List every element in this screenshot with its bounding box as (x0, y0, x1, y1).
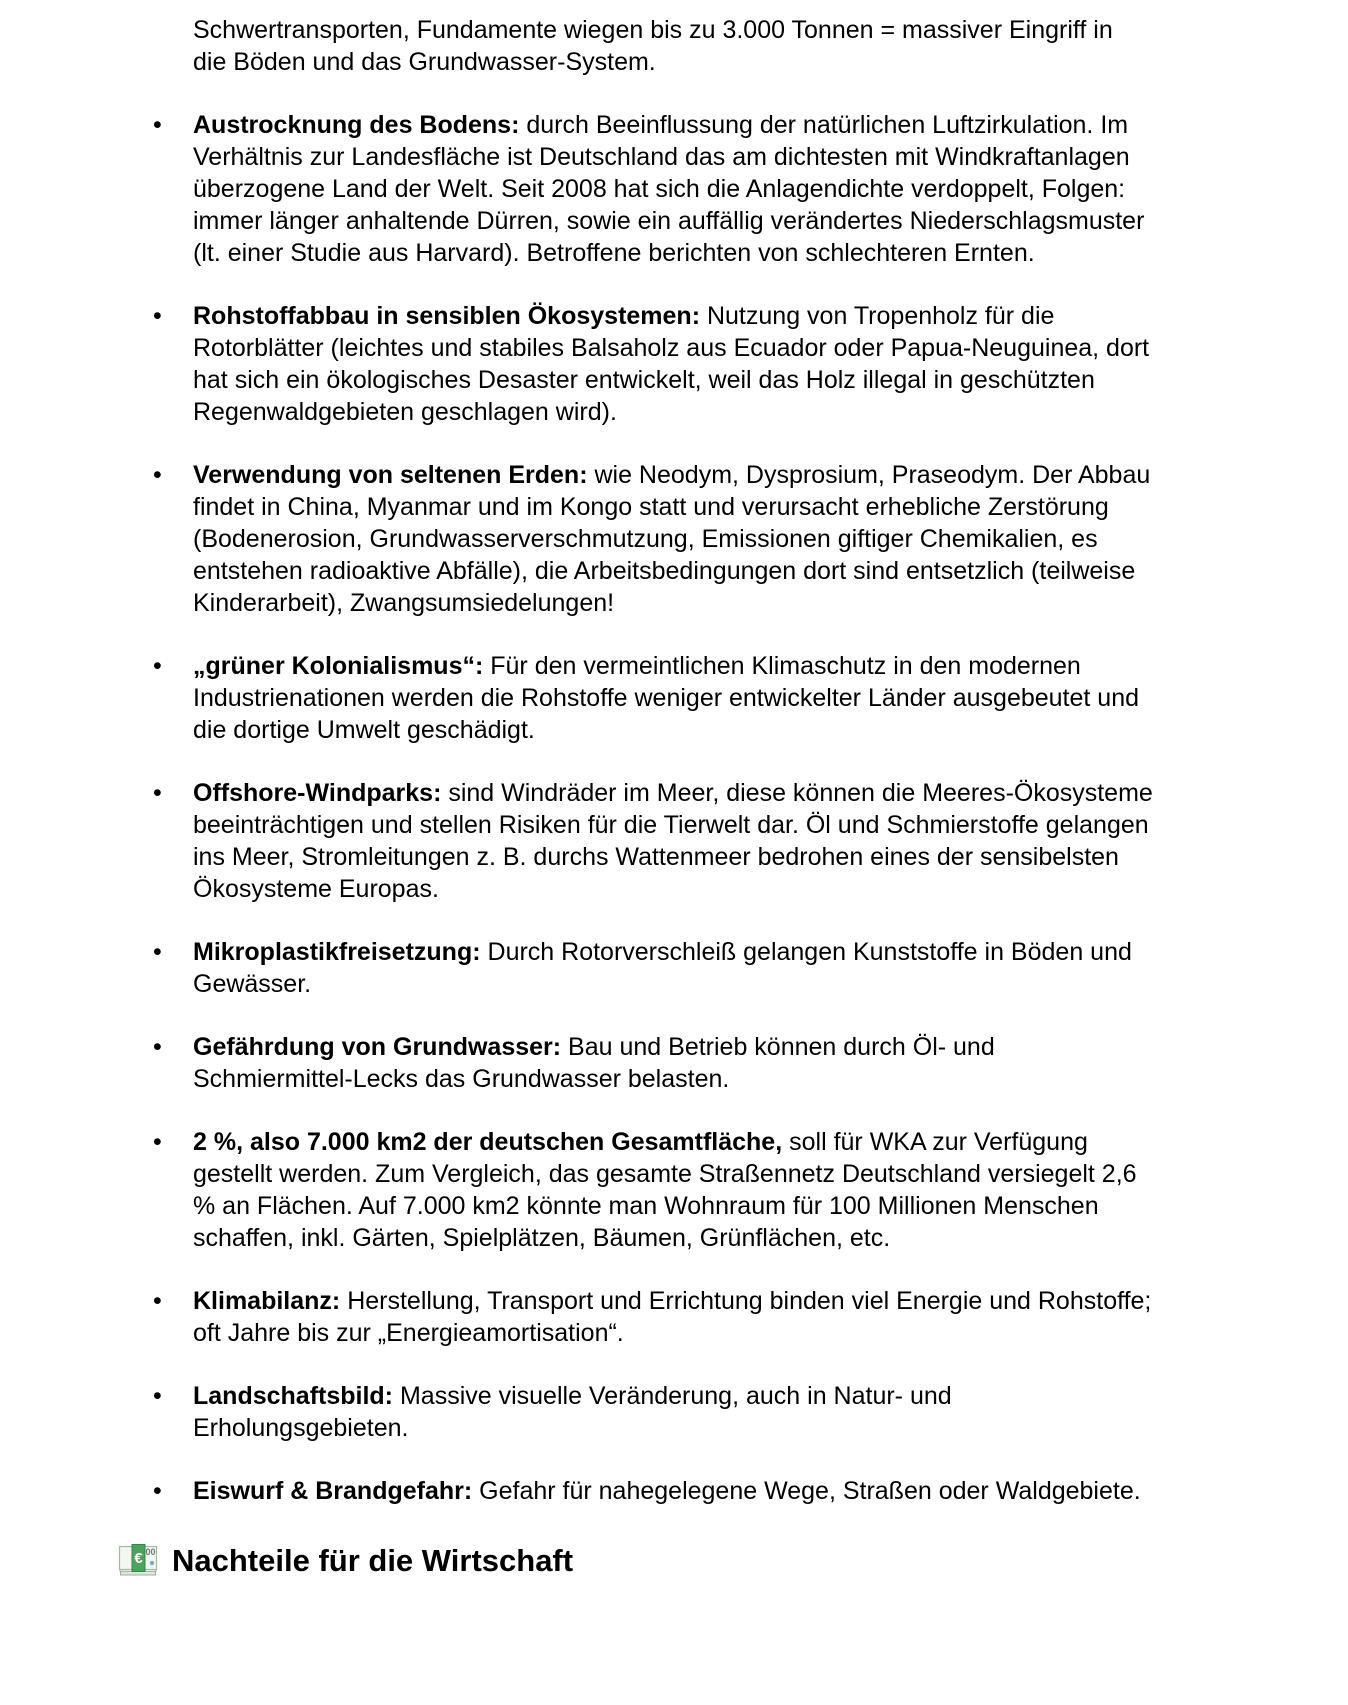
list-item (145, 300, 1153, 428)
bullet-text: soll für WKA zur Verfügung gestellt werden. Zum Vergleich, das gesamte Straßennetz Deutschland versiegelt 2,6 % an Flächen. Auf 7.000 km2 könnte man Wohnraum für 100 Millionen Menschen schaffen, inkl. Gärten, Spielplätzen, Bäumen, Grünflächen, etc. (193, 1128, 1137, 1252)
svg-text:€: € (134, 1550, 143, 1567)
list-item (145, 777, 1153, 905)
list-item (145, 1380, 1153, 1444)
section-heading-label: Nachteile für die Wirtschaft (172, 1543, 574, 1578)
paragraph-continuation: Schwertransporten, Fundamente wiegen bis zu 3.000 Tonnen = massiver Eingriff in die Böden und das Grundwasser-System. (193, 16, 1113, 76)
bullet-lead: Austrocknung des Bodens: (193, 111, 520, 139)
bullet-marker-icon: • (153, 1033, 162, 1061)
section-heading (118, 1541, 1348, 1581)
list-item (145, 1031, 1153, 1095)
bullet-text: wie Neodym, Dysprosium, Praseodym. Der Abbau findet in China, Myanmar und im Kongo statt und verursacht erhebliche Zerstörung (Bodenerosion, Grundwasserverschmutzung, Emissionen giftiger Chemikalien, es entstehen radioaktive Abfälle), die Arbeitsbedingungen dort sind entsetzlich (teilweise Kinderarbeit), Zwangsumsiedelungen! (193, 461, 1151, 617)
bullet-lead: Klimabilanz: (193, 1287, 341, 1315)
list-item (145, 109, 1153, 269)
list-item (145, 1285, 1153, 1349)
bullet-lead: Mikroplastikfreisetzung: (193, 938, 481, 966)
list-item (145, 936, 1153, 1000)
bullet-text: Nutzung von Tropenholz für die Rotorblätter (leichtes und stabiles Balsaholz aus Ecuador oder Papua-Neuguinea, dort hat sich ein ökologisches Desaster entwickelt, weil das Holz illegal in geschützten Regenwaldgebieten geschlagen wird). (193, 302, 1150, 426)
bullet-lead: Eiswurf & Brandgefahr: (193, 1477, 473, 1505)
list-item (145, 459, 1153, 619)
bullet-marker-icon: • (153, 938, 162, 966)
bullet-marker-icon: • (153, 779, 162, 807)
bullet-list (145, 109, 1153, 1507)
list-item (145, 650, 1153, 746)
bullet-lead: Verwendung von seltenen Erden: (193, 461, 588, 489)
bullet-marker-icon: • (153, 1382, 162, 1410)
list-item (145, 1475, 1153, 1507)
bullet-text: Herstellung, Transport und Errichtung binden viel Energie und Rohstoffe; oft Jahre bis zur „Energieamortisation“. (193, 1287, 1152, 1347)
bullet-marker-icon: • (153, 1477, 162, 1505)
bullet-text: Bau und Betrieb können durch Öl- und Schmiermittel-Lecks das Grundwasser belasten. (193, 1033, 995, 1093)
bullet-lead: Rohstoffabbau in sensiblen Ökosystemen: (193, 302, 701, 330)
bullet-text: Massive visuelle Veränderung, auch in Natur- und Erholungsgebieten. (193, 1382, 952, 1442)
list-item (145, 1126, 1153, 1254)
bullet-lead: „grüner Kolonialismus“: (193, 652, 484, 680)
bullet-marker-icon: • (153, 461, 162, 489)
bullet-text: sind Windräder im Meer, diese können die Meeres-Ökosysteme beeinträchtigen und stellen Risiken für die Tierwelt dar. Öl und Schmierstoffe gelangen ins Meer, Stromleitungen z. B. durchs Wattenmeer bedrohen eines der sensibelsten Ökosysteme Europas. (193, 779, 1153, 903)
bullet-marker-icon: • (153, 1287, 162, 1315)
euro-banknotes-icon (118, 1543, 160, 1579)
bullet-text: Durch Rotorverschleiß gelangen Kunststoffe in Böden und Gewässer. (193, 938, 1132, 998)
bullet-text: Für den vermeintlichen Klimaschutz in den modernen Industrienationen werden die Rohstoffe weniger entwickelter Länder ausgebeutet und die dortige Umwelt geschädigt. (193, 652, 1140, 744)
bullet-lead: 2 %, also 7.000 km2 der deutschen Gesamtfläche, (193, 1128, 783, 1156)
bullet-marker-icon: • (153, 652, 162, 680)
bullet-marker-icon: • (153, 1128, 162, 1156)
bullet-marker-icon: • (153, 302, 162, 330)
bullet-text: durch Beeinflussung der natürlichen Luftzirkulation. Im Verhältnis zur Landesfläche ist Deutschland das am dichtesten mit Windkraftanlagen überzogene Land der Welt. Seit 2008 hat sich die Anlagendichte verdoppelt, Folgen: immer länger anhaltende Dürren, sowie ein auffällig verändertes Niederschlagsmuster (lt. einer Studie aus Harvard). Betroffene berichten von schlechteren Ernten. (193, 111, 1145, 267)
bullet-lead: Landschaftsbild: (193, 1382, 394, 1410)
bullet-lead: Gefährdung von Grundwasser: (193, 1033, 562, 1061)
bullet-marker-icon: • (153, 111, 162, 139)
svg-text:00: 00 (145, 1547, 156, 1557)
bullet-text: Gefahr für nahegelegene Wege, Straßen oder Waldgebiete. (472, 1477, 1141, 1505)
bullet-lead: Offshore-Windparks: (193, 779, 442, 807)
